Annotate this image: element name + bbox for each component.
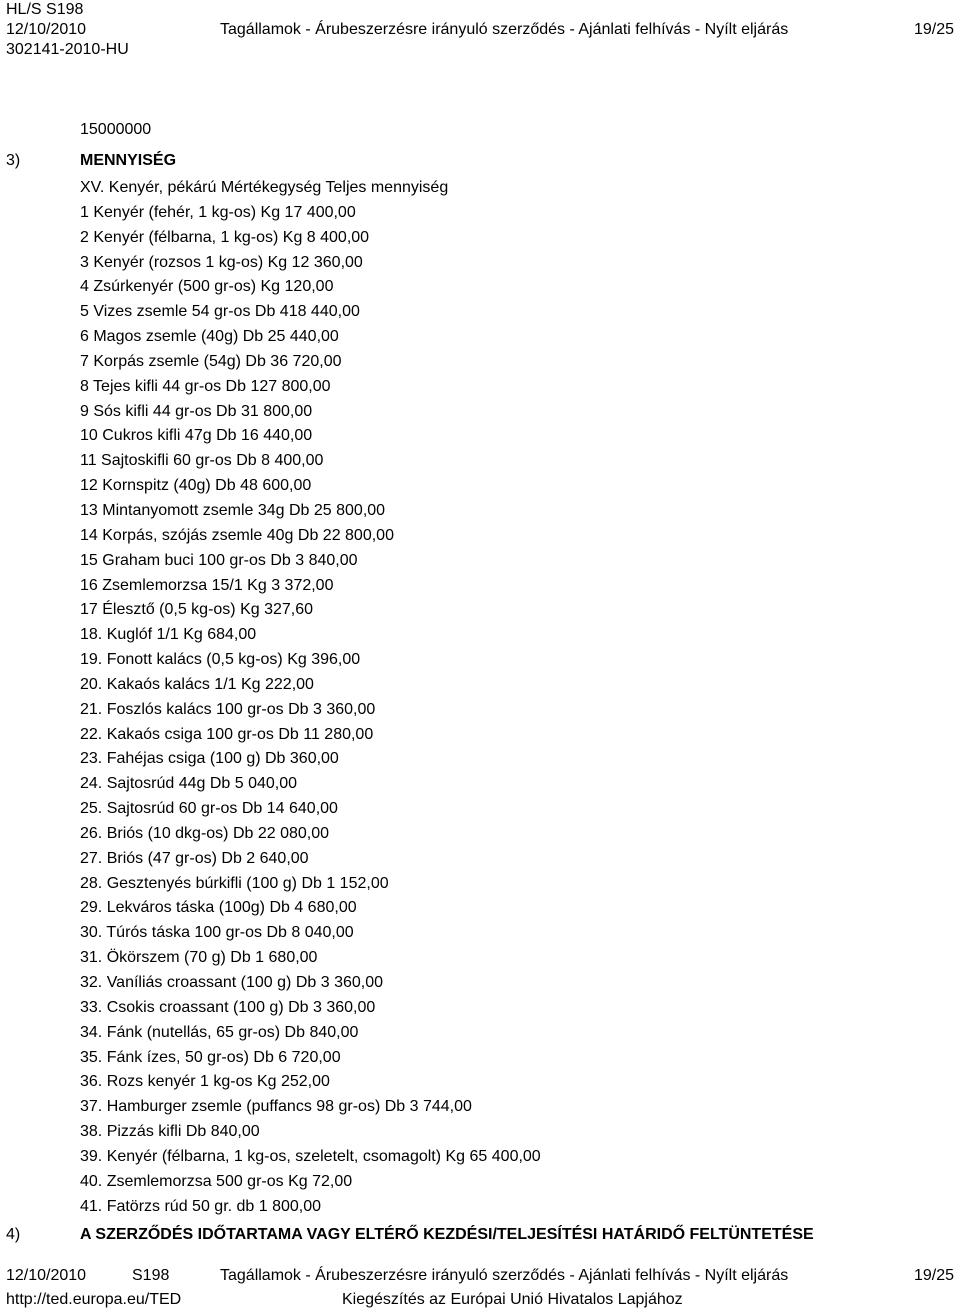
list-item: 32. Vaníliás croassant (100 g) Db 3 360,00 <box>80 974 383 991</box>
list-item: 12 Kornspitz (40g) Db 48 600,00 <box>80 477 312 495</box>
list-item: 17 Élesztő (0,5 kg-os) Kg 327,60 <box>80 601 314 619</box>
section-3-title: MENNYISÉG <box>80 152 177 169</box>
footer-publisher: Kiegészítés az Európai Unió Hivatalos Lapjához <box>342 1291 683 1308</box>
footer-page: 19/25 <box>913 1267 954 1284</box>
list-item: 13 Mintanyomott zsemle 34g Db 25 800,00 <box>80 501 386 519</box>
list-item: 14 Korpás, szójás zsemle 40g Db 22 800,00 <box>80 526 394 544</box>
section-3-number: 3) <box>6 152 21 169</box>
footer-date: 12/10/2010 <box>6 1267 87 1284</box>
list-item: 1 Kenyér (fehér, 1 kg-os) Kg 17 400,00 <box>80 203 356 221</box>
value-line: 15000000 <box>80 121 152 138</box>
header-doc-id: 302141-2010-HU <box>6 41 129 58</box>
list-item: 31. Ökörszem (70 g) Db 1 680,00 <box>80 949 318 967</box>
list-item: 34. Fánk (nutellás, 65 gr-os) Db 840,00 <box>80 1023 359 1041</box>
list-item: 15 Graham buci 100 gr-os Db 3 840,00 <box>80 551 358 569</box>
list-item: 38. Pizzás kifli Db 840,00 <box>80 1123 260 1141</box>
list-item: 40. Zsemlemorzsa 500 gr-os Kg 72,00 <box>80 1172 353 1190</box>
list-item: 10 Cukros kifli 47g Db 16 440,00 <box>80 427 313 445</box>
list-item: 26. Briós (10 dkg-os) Db 22 080,00 <box>80 824 330 842</box>
list-item: 19. Fonott kalács (0,5 kg-os) Kg 396,00 <box>80 651 361 669</box>
footer-row-2 <box>6 1289 954 1311</box>
list-item: 18. Kuglóf 1/1 Kg 684,00 <box>80 626 257 644</box>
list-item: 41. Fatörzs rúd 50 gr. db 1 800,00 <box>80 1197 322 1215</box>
footer-url-link[interactable]: http://ted.europa.eu/TED <box>6 1291 182 1308</box>
list-item: 36. Rozs kenyér 1 kg-os Kg 252,00 <box>80 1073 330 1091</box>
list-item: 7 Korpás zsemle (54g) Db 36 720,00 <box>80 352 342 370</box>
section-4-title: A SZERZŐDÉS IDŐTARTAMA VAGY ELTÉRŐ KEZDÉSI/TELJESÍTÉSI HATÁRIDŐ FELTÜNTETÉSE <box>80 1226 814 1243</box>
list-item: 27. Briós (47 gr-os) Db 2 640,00 <box>80 849 309 867</box>
header-row-3 <box>6 40 954 60</box>
header-title: Tagállamok - Árubeszerzésre irányuló szerződés - Ajánlati felhívás - Nyílt eljárás <box>220 21 789 38</box>
list-item: 5 Vizes zsemle 54 gr-os Db 418 440,00 <box>80 303 360 321</box>
header-code: HL/S S198 <box>6 1 84 18</box>
list-item: 8 Tejes kifli 44 gr-os Db 127 800,00 <box>80 377 331 395</box>
list-item: 23. Fahéjas csiga (100 g) Db 360,00 <box>80 750 339 768</box>
list-item: 4 Zsúrkenyér (500 gr-os) Kg 120,00 <box>80 278 334 296</box>
list-header: XV. Kenyér, pékárú Mértékegység Teljes mennyiség <box>80 179 449 196</box>
header-row-1 <box>6 0 954 20</box>
list-item: 37. Hamburger zsemle (puffancs 98 gr-os) Db 3 744,00 <box>80 1098 472 1116</box>
header-page: 19/25 <box>913 21 954 38</box>
list-item: 24. Sajtosrúd 44g Db 5 040,00 <box>80 775 298 793</box>
list-item: 11 Sajtoskifli 60 gr-os Db 8 400,00 <box>80 452 324 470</box>
section-4-number: 4) <box>6 1226 21 1243</box>
list-item: 30. Túrós táska 100 gr-os Db 8 040,00 <box>80 924 354 942</box>
footer-code: S198 <box>132 1267 170 1284</box>
header-row-2 <box>6 20 954 40</box>
footer-title: Tagállamok - Árubeszerzésre irányuló szerződés - Ajánlati felhívás - Nyílt eljárás <box>220 1267 789 1284</box>
list-item: 21. Foszlós kalács 100 gr-os Db 3 360,00 <box>80 700 376 718</box>
list-item: 39. Kenyér (félbarna, 1 kg-os, szeletelt, csomagolt) Kg 65 400,00 <box>80 1147 541 1165</box>
list-item: 6 Magos zsemle (40g) Db 25 440,00 <box>80 328 339 346</box>
list-item: 3 Kenyér (rozsos 1 kg-os) Kg 12 360,00 <box>80 253 363 271</box>
list-item: 2 Kenyér (félbarna, 1 kg-os) Kg 8 400,00 <box>80 228 370 246</box>
list-item: 29. Lekváros táska (100g) Db 4 680,00 <box>80 899 357 917</box>
list-item: 9 Sós kifli 44 gr-os Db 31 800,00 <box>80 402 313 420</box>
list-item: 25. Sajtosrúd 60 gr-os Db 14 640,00 <box>80 800 338 818</box>
quantity-list <box>80 176 541 1219</box>
list-item: 22. Kakaós csiga 100 gr-os Db 11 280,00 <box>80 725 374 743</box>
list-item: 33. Csokis croassant (100 g) Db 3 360,00 <box>80 998 376 1016</box>
list-item: 20. Kakaós kalács 1/1 Kg 222,00 <box>80 675 314 693</box>
list-item: 28. Gesztenyés búrkifli (100 g) Db 1 152,00 <box>80 874 389 892</box>
footer-row-1 <box>6 1265 954 1287</box>
header-date: 12/10/2010 <box>6 21 87 38</box>
list-item: 35. Fánk ízes, 50 gr-os) Db 6 720,00 <box>80 1048 341 1066</box>
list-item: 16 Zsemlemorzsa 15/1 Kg 3 372,00 <box>80 576 334 594</box>
